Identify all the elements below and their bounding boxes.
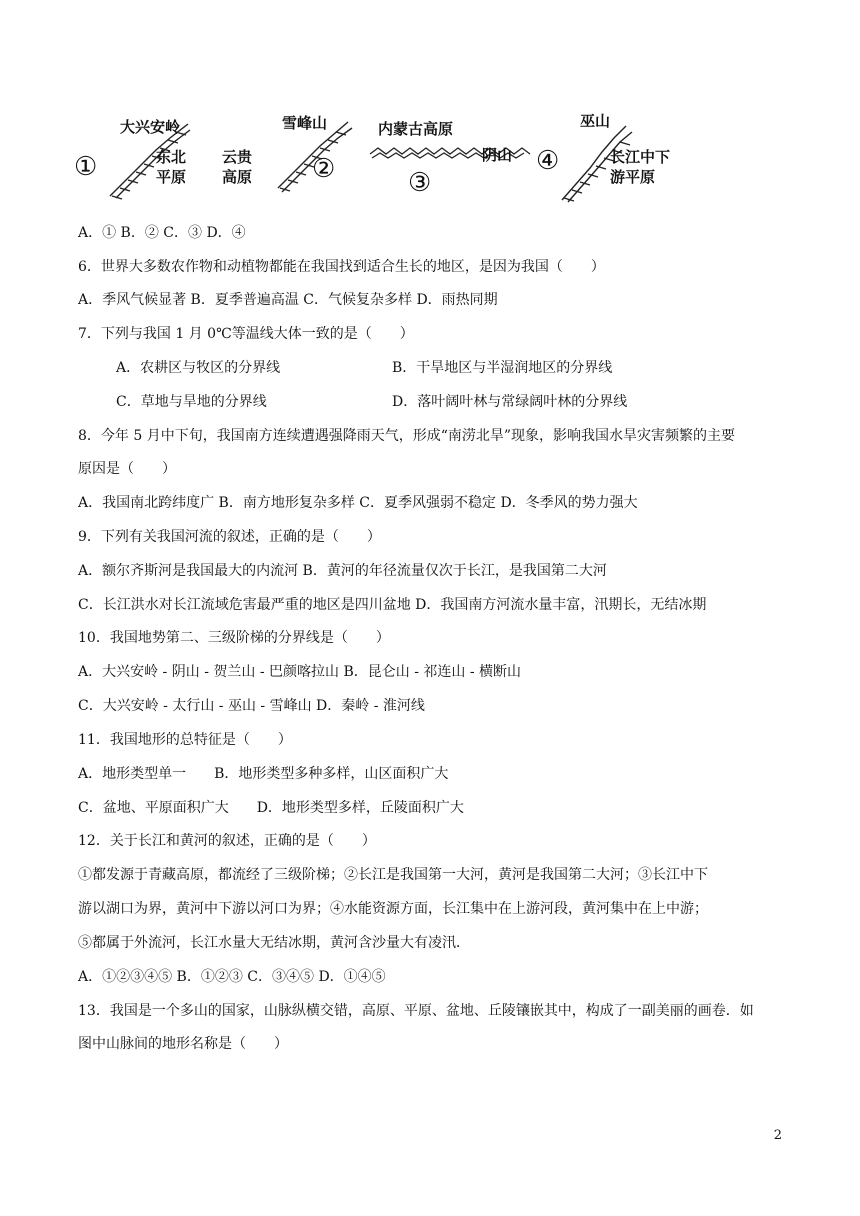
q12-options: A．①②③④⑤ B．①②③ C．③④⑤ D．①④⑤ (78, 969, 386, 985)
q9-stem: 9．下列有关我国河流的叙述，正确的是（ ） (78, 529, 381, 545)
label-pingyuan: 平原 (156, 168, 187, 186)
q7-option-b: B．干旱地区与半湿润地区的分界线 (392, 360, 613, 376)
q7-option-a: A．农耕区与牧区的分界线 (116, 360, 281, 376)
label-changjiang: 长江中下 (610, 148, 671, 166)
q6-stem: 6．世界大多数农作物和动植物都能在我国找到适合生长的地区，是因为我国（ ） (78, 259, 605, 275)
q12-statement-2: 游以湖口为界，黄河中下游以河口为界；④水能资源方面，长江集中在上游河段，黄河集中在上中游； (78, 901, 708, 917)
label-gaoyuan: 高原 (222, 168, 253, 186)
label-wushan: 巫山 (580, 112, 611, 130)
q13-stem-1: 13．我国是一个多山的国家，山脉纵横交错，高原、平原、盆地、丘陵镶嵌其中，构成了一副美丽的画卷．如 (78, 1003, 754, 1019)
circle-num-3: ③ (408, 168, 432, 198)
q7-option-c: C．草地与旱地的分界线 (116, 394, 267, 410)
circle-num-1: ① (74, 152, 98, 182)
circle-num-4: ④ (536, 146, 560, 176)
circle-num-2: ② (312, 154, 336, 184)
terrain-figure (70, 108, 790, 212)
q11-stem: 11．我国地形的总特征是（ ） (78, 732, 292, 748)
q11-options-ab: A．地形类型单一 B．地形类型多种多样，山区面积广大 (78, 766, 449, 782)
label-youpingyuan: 游平原 (610, 168, 656, 186)
q6-options: A．季风气候显著 B．夏季普遍高温 C．气候复杂多样 D．雨热同期 (78, 292, 498, 308)
q12-statement-3: ⑤都属于外流河，长江水量大无结冰期，黄河含沙量大有凌汛． (78, 935, 470, 951)
q9-options-ab: A．额尔齐斯河是我国最大的内流河 B．黄河的年径流量仅次于长江，是我国第二大河 (78, 563, 607, 579)
q10-stem: 10．我国地势第二、三级阶梯的分界线是（ ） (78, 630, 390, 646)
q5-options: A．① B．② C．③ D．④ (78, 225, 246, 241)
page-number: 2 (773, 1128, 782, 1143)
q13-stem-2: 图中山脉间的地形名称是（ ） (78, 1036, 288, 1052)
q10-options-cd: C．大兴安岭 - 太行山 - 巫山 - 雪峰山 D．秦岭 - 淮河线 (78, 698, 425, 714)
label-neimenggu: 内蒙古高原 (378, 120, 454, 138)
label-xuefengshan: 雪峰山 (282, 114, 328, 132)
q10-options-ab: A．大兴安岭 - 阴山 - 贺兰山 - 巴颜喀拉山 B．昆仑山 - 祁连山 - 横断山 (78, 664, 522, 680)
q7-stem: 7．下列与我国 1 月 0℃等温线大体一致的是（ ） (78, 326, 414, 342)
label-yungui: 云贵 (222, 148, 253, 166)
q7-option-d: D．落叶阔叶林与常绿阔叶林的分界线 (392, 394, 628, 410)
label-dongbei: 东北 (156, 148, 187, 166)
q11-options-cd: C．盆地、平原面积广大 D．地形类型多样，丘陵面积广大 (78, 800, 464, 816)
q9-options-cd: C．长江洪水对长江流域危害最严重的地区是四川盆地 D．我国南方河流水量丰富，汛期长，无结冰期 (78, 597, 707, 613)
q12-statement-1: ①都发源于青藏高原，都流经了三级阶梯；②长江是我国第一大河，黄河是我国第二大河；③长江中下 (78, 867, 708, 883)
q8-options: A．我国南北跨纬度广 B．南方地形复杂多样 C．夏季风强弱不稳定 D．冬季风的势力强大 (78, 495, 638, 511)
q12-stem: 12．关于长江和黄河的叙述，正确的是（ ） (78, 833, 376, 849)
q8-stem-2: 原因是（ ） (78, 461, 176, 477)
q8-stem-1: 8．今年 5 月中下旬，我国南方连续遭遇强降雨天气，形成“南涝北旱”现象，影响我国水旱灾害频繁的主要 (78, 428, 736, 444)
label-yinshan: 阴山 (482, 146, 513, 164)
label-daxinganling: 大兴安岭 (120, 118, 181, 136)
